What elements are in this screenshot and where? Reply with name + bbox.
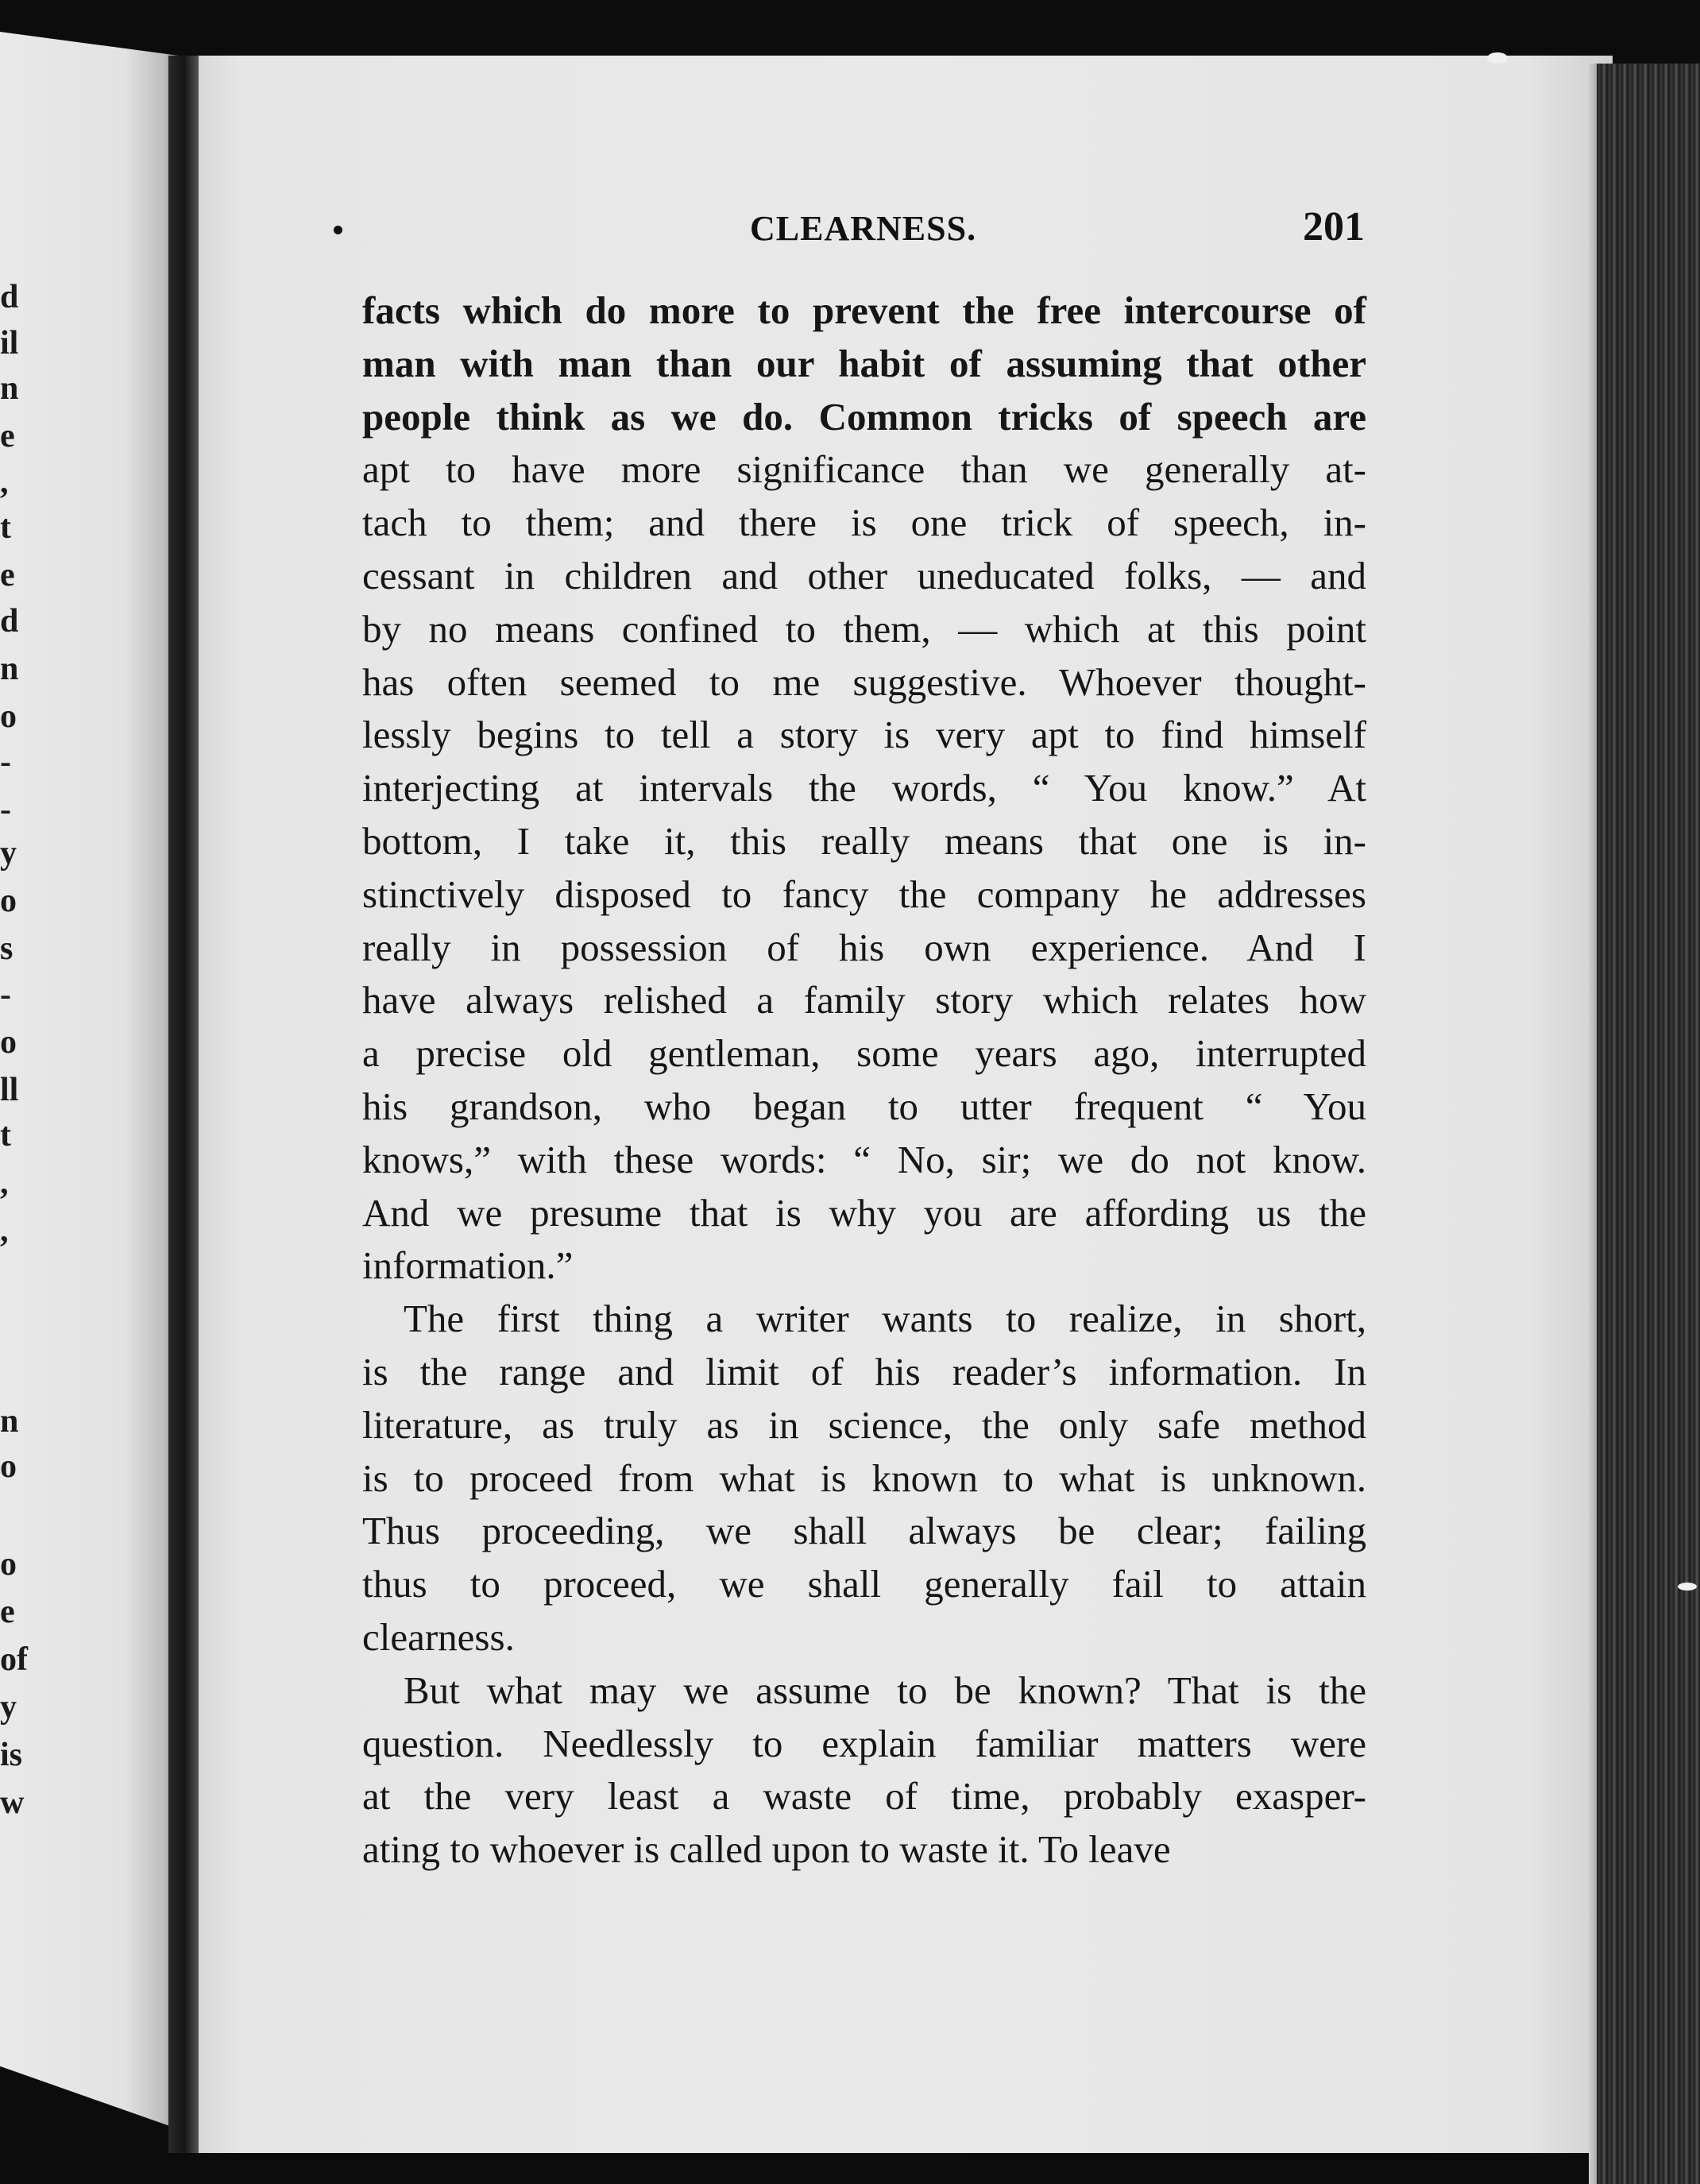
margin-letter: y [0,1689,17,1726]
paragraph-3 [362,1664,1366,1877]
text-line: clearness. [362,1614,515,1659]
header-bullet [334,226,342,234]
margin-letter: , [0,464,9,501]
facing-page-margin-text [0,0,179,2184]
paragraph-1 [362,284,1366,1293]
scan-speck [1487,52,1508,64]
body-text [362,284,1366,1877]
text-line: at the very least a waste of time, probably exasper- [362,1774,1366,1819]
text-line: bottom, I take it, this really means that one is in- [362,818,1366,863]
scan-speck [1678,1583,1697,1591]
text-line: question. Needlessly to explain familiar matters were [362,1721,1366,1765]
text-line: information.” [362,1243,574,1288]
margin-letter: il [0,325,19,361]
margin-letter: o [0,883,17,919]
text-line: people think as we do. Common tricks of speech are [362,394,1366,439]
text-line: apt to have more significance than we generally at- [362,447,1366,492]
text-line: tach to them; and there is one trick of speech, in- [362,501,1366,545]
text-line: ating to whoever is called upon to waste it. To leave [362,1827,1171,1872]
margin-letter: o [0,1546,17,1583]
text-line: man with man than our habit of assuming that other [362,341,1366,385]
margin-letter: w [0,1784,25,1821]
text-line: interjecting at intervals the words, “ You know.” At [362,766,1366,810]
margin-letter: is [0,1737,23,1773]
text-line: is to proceed from what is known to what is unknown. [362,1455,1366,1500]
margin-letter: - [0,744,11,780]
text-line: Thus proceeding, we shall always be clear; failing [362,1509,1366,1553]
text-line: a precise old gentleman, some years ago, interrupted [362,1031,1366,1076]
margin-letter: e [0,557,15,593]
text-line: cessant in children and other uneducated folks, — and [362,553,1366,597]
text-line: is the range and limit of his reader’s information. In [362,1349,1366,1394]
text-line: And we presume that is why you are affording us the [362,1190,1366,1235]
text-line: facts which do more to prevent the free intercourse of [362,288,1366,332]
paragraph-2 [362,1293,1366,1664]
margin-letter: of [0,1641,28,1678]
margin-letter: - [0,976,11,1013]
book-gutter [168,56,200,2153]
page-block-edge [1597,64,1700,2184]
margin-letter: ll [0,1072,19,1108]
text-line: really in possession of his own experience. And I [362,925,1366,969]
text-line: have always relished a family story which relates how [362,978,1366,1022]
margin-letter: d [0,279,19,315]
margin-letter: o [0,1024,17,1061]
text-line: thus to proceed, we shall generally fail to attain [362,1562,1366,1606]
margin-letter: , [0,1165,9,1201]
margin-letter: s [0,930,14,967]
margin-letter: n [0,651,19,687]
page-number: 201 [1303,204,1365,249]
text-line: literature, as truly as in science, the only safe method [362,1402,1366,1447]
margin-letter: n [0,370,19,407]
margin-letter: o [0,698,17,735]
text-line: But what may we assume to be known? That is the [404,1668,1366,1712]
text-line: stinctively disposed to fancy the company he addresses [362,872,1366,916]
margin-letter: e [0,418,15,454]
text-line: lessly begins to tell a story is very apt to find himself [362,713,1366,757]
text-line: by no means confined to them, — which at this point [362,606,1366,651]
margin-letter: , [0,1212,9,1249]
margin-letter: o [0,1448,17,1485]
margin-letter: - [0,791,11,828]
text-line: The first thing a writer wants to realize, in short, [404,1297,1366,1341]
margin-letter: y [0,835,17,872]
text-line: has often seemed to me suggestive. Whoever thought- [362,659,1366,704]
running-head: CLEARNESS. [750,209,977,248]
margin-letter: n [0,1403,19,1440]
text-line: knows,” with these words: “ No, sir; we do not know. [362,1137,1366,1181]
margin-letter: t [0,1117,11,1154]
text-line: his grandson, who began to utter frequent “ You [362,1084,1366,1128]
margin-letter: d [0,603,19,640]
margin-letter: t [0,509,11,546]
margin-letter: e [0,1594,15,1630]
